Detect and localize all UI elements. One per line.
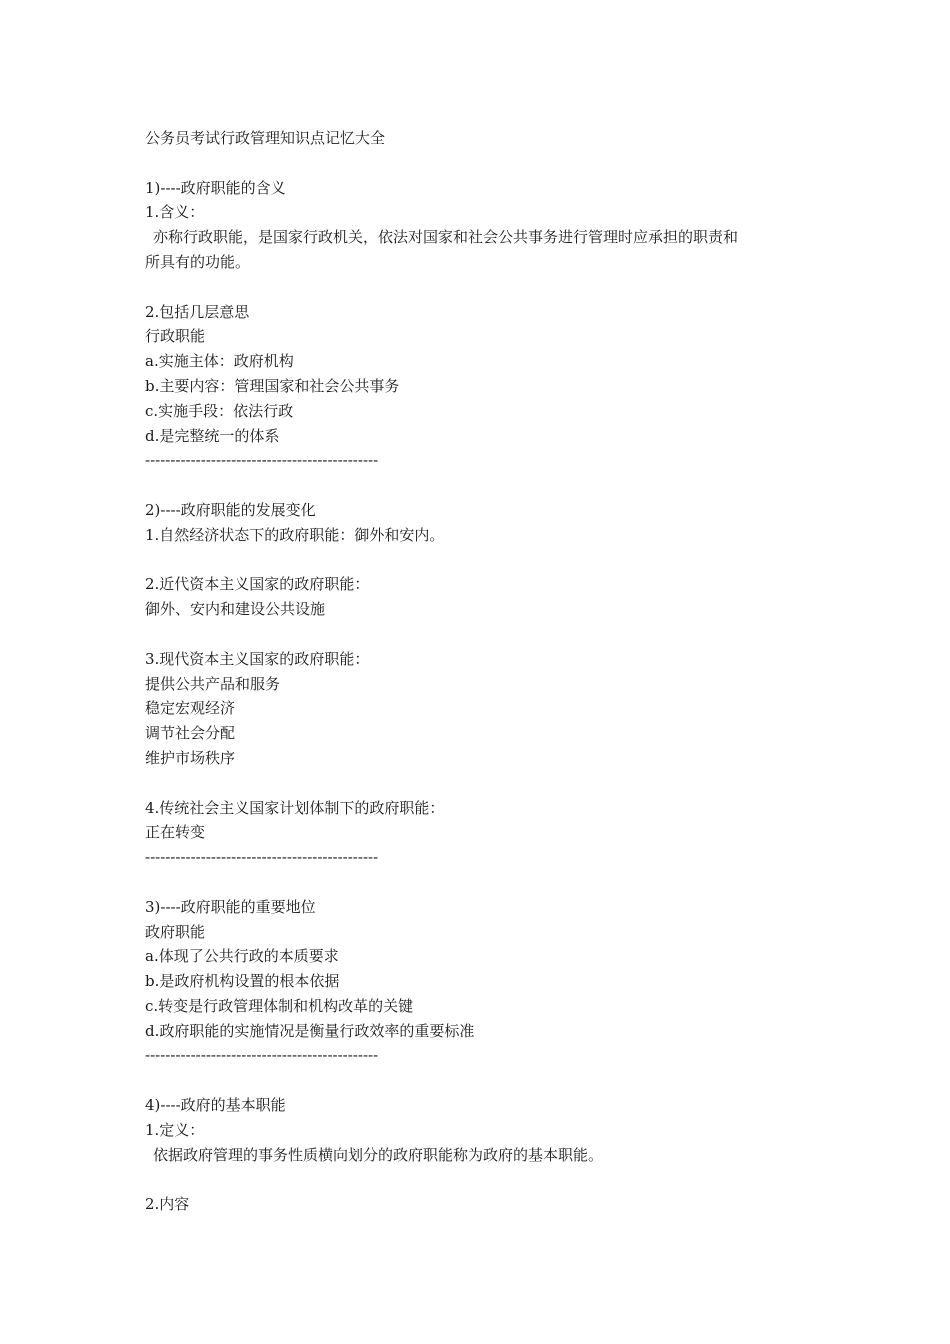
list-item-text: 提供公共产品和服务 <box>145 674 281 693</box>
list-item-text: 维护市场秩序 <box>145 748 236 767</box>
list-item: c.转变是行政管理体制和机构改革的关键 <box>145 996 414 1015</box>
document-page <box>145 126 825 1217</box>
list-item: a.实施主体：政府机构 <box>145 352 294 371</box>
blank-line <box>145 151 825 176</box>
blank-line <box>145 771 825 796</box>
blank-line <box>145 275 825 300</box>
list-item: 4.传统社会主义国家计划体制下的政府职能： <box>145 798 445 817</box>
list-item: c.实施手段：依法行政 <box>145 401 294 420</box>
list-item: b.主要内容：管理国家和社会公共事务 <box>145 376 400 395</box>
meaning-label: 2.包括几层意思 <box>145 302 250 321</box>
list-item: 3.现代资本主义国家的政府职能： <box>145 649 370 668</box>
blank-line <box>145 548 825 573</box>
list-item: d.政府职能的实施情况是衡量行政效率的重要标准 <box>145 1021 475 1040</box>
list-item: 1.自然经济状态下的政府职能：御外和安内。 <box>145 525 445 544</box>
definition-label: 1.含义： <box>145 203 205 222</box>
content-label: 2.内容 <box>145 1195 190 1214</box>
divider: ---------------------------------------------- <box>145 451 379 470</box>
definition-text-line-1: 亦称行政职能，是国家行政机关，依法对国家和社会公共事务进行管理时应承担的职责和 <box>153 228 739 247</box>
list-item-text: 稳定宏观经济 <box>145 699 236 718</box>
blank-line <box>145 622 825 647</box>
list-item: b.是政府机构设置的根本依据 <box>145 972 340 991</box>
section-4-heading: 4)----政府的基本职能 <box>145 1096 286 1115</box>
section-3-heading: 3)----政府职能的重要地位 <box>145 897 316 916</box>
meaning-subheading: 行政职能 <box>145 327 206 346</box>
list-item-text: 御外、安内和建设公共设施 <box>145 600 326 619</box>
definition-text-line-2: 所具有的功能。 <box>145 252 251 271</box>
section-3-subheading: 政府职能 <box>145 922 206 941</box>
document-title: 公务员考试行政管理知识点记忆大全 <box>145 129 386 147</box>
list-item: a.体现了公共行政的本质要求 <box>145 947 339 966</box>
blank-line <box>145 1167 825 1192</box>
divider: ---------------------------------------------- <box>145 848 379 867</box>
blank-line <box>145 870 825 895</box>
list-item-text: 调节社会分配 <box>145 724 236 743</box>
list-item: 2.近代资本主义国家的政府职能： <box>145 575 370 594</box>
list-item-text: 正在转变 <box>145 823 206 842</box>
definition-label: 1.定义： <box>145 1120 205 1139</box>
section-1-heading: 1)----政府职能的含义 <box>145 178 286 197</box>
blank-line <box>145 473 825 498</box>
list-item: d.是完整统一的体系 <box>145 426 280 445</box>
blank-line <box>145 1068 825 1093</box>
section-2-heading: 2)----政府职能的发展变化 <box>145 500 316 519</box>
definition-text: 依据政府管理的事务性质横向划分的政府职能称为政府的基本职能。 <box>153 1145 604 1164</box>
divider: ---------------------------------------------- <box>145 1046 379 1065</box>
